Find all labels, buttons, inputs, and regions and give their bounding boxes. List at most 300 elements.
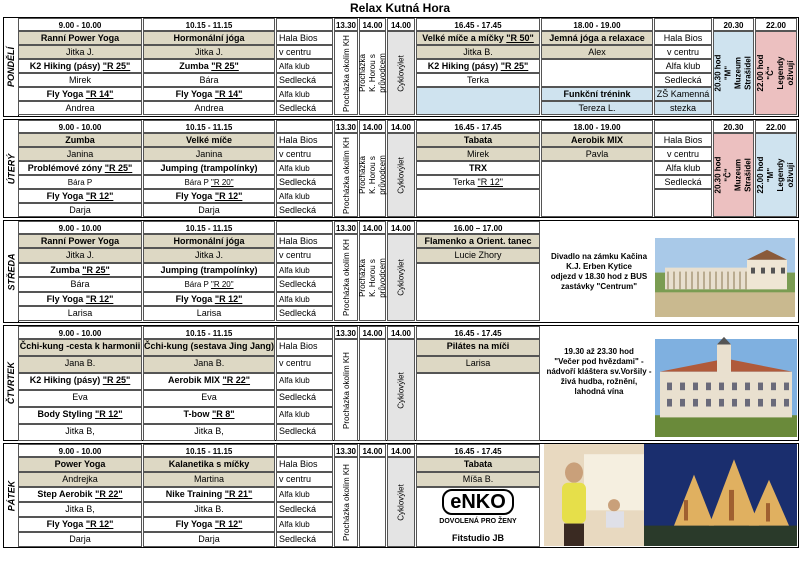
cell-line — [19, 264, 141, 277]
logo-subtitle: DOVOLENÁ PRO ŽENY — [439, 518, 517, 525]
header-text: 14.00 — [362, 224, 383, 233]
venue-location: Sedlecká — [279, 103, 317, 113]
room-code: "R 12" — [214, 519, 243, 529]
class-f1-instructor — [416, 147, 540, 161]
empty-cell — [416, 373, 540, 441]
cell-line — [144, 249, 274, 262]
instructor — [18, 306, 142, 321]
class-title: Tabata — [463, 459, 493, 469]
cell-line — [417, 60, 539, 73]
class-title: Fly Yoga — [175, 89, 215, 99]
header-text: 16.45 - 17.45 — [454, 329, 502, 338]
venue-location: Sedlecká — [279, 177, 317, 187]
venue — [276, 59, 333, 73]
promo-line: nádvoří kláštera sv.Voršily - — [546, 367, 652, 376]
instructor — [18, 101, 142, 115]
cell-line — [144, 134, 274, 147]
class-name — [143, 487, 275, 502]
cell-line — [417, 148, 539, 161]
class-name — [143, 59, 275, 73]
venue — [276, 87, 333, 101]
instructor-name: Bára P — [184, 178, 211, 187]
venue-sub — [276, 277, 333, 292]
cell-line — [19, 391, 141, 404]
promo-line: lahodná vína — [574, 387, 624, 396]
class-name — [18, 161, 142, 175]
room-code: "R 25" — [211, 61, 239, 71]
instructor-name: Tereza L. — [578, 103, 616, 113]
class-name — [143, 407, 275, 424]
instructor — [143, 306, 275, 321]
night-tour-museum — [713, 31, 754, 115]
class-f1-instructor — [416, 248, 540, 263]
cell-line — [144, 533, 274, 546]
class-name — [143, 517, 275, 532]
venue-location: stezka — [669, 103, 696, 113]
cell-line — [144, 518, 274, 531]
instructor — [143, 502, 275, 517]
class-title: Aerobik MIX — [167, 375, 223, 385]
class-name — [18, 292, 142, 306]
cell-line — [19, 307, 141, 320]
venue — [654, 133, 712, 147]
day-name: PÁTEK — [6, 480, 17, 511]
header-text: 20.30 — [723, 21, 744, 30]
header-text: 10.15 - 11.15 — [185, 224, 233, 233]
header-time — [143, 444, 275, 457]
empty-cell — [654, 189, 712, 217]
cell-line — [144, 60, 274, 73]
header-empty — [276, 221, 333, 234]
header-time — [18, 444, 142, 457]
instructor — [18, 203, 142, 217]
cell-line — [144, 235, 274, 248]
cell-line — [19, 235, 141, 248]
cell-line — [19, 503, 141, 516]
venue — [276, 457, 333, 472]
bike-trip-text: Cyklovýlet — [396, 54, 406, 92]
instructor — [143, 101, 275, 115]
class-title: Power Yoga — [54, 459, 106, 469]
venue-sub — [276, 472, 333, 487]
header-time — [416, 221, 540, 234]
cell-line — [144, 391, 274, 404]
instructor-name: Terka — [453, 177, 478, 187]
venue-name: Hala Bios — [663, 135, 703, 145]
header-text: 13.30 — [335, 447, 357, 456]
cell-line — [417, 357, 539, 370]
cell-line — [19, 102, 141, 115]
header-text: 22.00 — [765, 21, 787, 30]
instructor — [18, 175, 142, 189]
cell-line — [19, 134, 141, 147]
class-title: Zumba — [65, 135, 95, 145]
venue-sub — [276, 203, 333, 217]
class-name — [18, 373, 142, 390]
instructor — [143, 248, 275, 263]
header-time — [18, 120, 142, 133]
venue-name: Hala Bios — [279, 341, 318, 351]
promo-line: "Večer pod hvězdami" - — [554, 357, 644, 366]
guided-walk — [359, 31, 386, 115]
promo-line: zastávky "Centrum" — [560, 282, 638, 291]
header-time — [334, 18, 358, 31]
venue-location: Sedlecká — [279, 426, 317, 436]
header-text: 14.00 — [390, 123, 412, 132]
class-f1-instructor — [416, 356, 540, 373]
class-title: Problémové zóny — [27, 163, 105, 173]
page-title: Relax Kutná Hora — [349, 1, 451, 15]
header-time — [416, 120, 540, 133]
venue — [276, 161, 333, 175]
yoga-photo — [544, 444, 797, 546]
cell-line — [144, 88, 274, 101]
cell-line — [19, 162, 141, 175]
room-code: "R 14" — [85, 89, 114, 99]
night-tour-museum-text: 20.30 hod "M" Muzeum Strašidel — [713, 54, 753, 92]
header-time — [387, 18, 415, 31]
class-title: Velké míče a míčky — [422, 33, 507, 43]
day-label — [4, 444, 19, 547]
instructor-name: Darja — [69, 205, 91, 215]
walk-around — [334, 133, 358, 217]
instructor-name: Darja — [198, 205, 220, 215]
class-g1-instructor — [541, 147, 653, 161]
class-name — [143, 31, 275, 45]
venue-sub — [654, 73, 712, 87]
venue-sub — [276, 424, 333, 441]
class-title: Hormonální jóga — [173, 236, 245, 246]
instructor — [143, 73, 275, 87]
bike-trip — [387, 339, 415, 441]
class-title: Fly Yoga — [175, 294, 215, 304]
bike-trip-text: Cyklovýlet — [396, 371, 406, 409]
class-title: Čchi-kung -cesta k harmonii — [19, 341, 141, 351]
venue-location: Sedlecká — [279, 392, 317, 402]
venue-name: Hala Bios — [663, 33, 703, 43]
venue — [276, 373, 333, 390]
venue-sub — [276, 45, 333, 59]
class-title: K2 Hiking (pásy) — [29, 61, 103, 71]
room-code: "R 22" — [95, 489, 123, 499]
instructor-name: Martina — [193, 474, 224, 484]
header-empty — [654, 120, 712, 133]
instructor-name: Bára — [199, 75, 219, 85]
header-text: 22.00 — [765, 123, 787, 132]
header-time — [359, 120, 386, 133]
walk-around — [334, 234, 358, 321]
venue-location: Sedlecká — [279, 308, 317, 318]
class-title: Fly Yoga — [46, 519, 86, 529]
class-title: Body Styling — [37, 409, 95, 419]
instructor-name: Alex — [588, 47, 606, 57]
class-title: Zumba — [50, 265, 83, 275]
class-g1 — [541, 31, 653, 45]
header-text: 16.45 - 17.45 — [454, 123, 502, 132]
class-title: TRX — [469, 163, 487, 173]
cell-line — [144, 458, 274, 471]
header-time — [713, 18, 754, 31]
venue-sub — [276, 306, 333, 321]
class-f1 — [416, 234, 540, 248]
cell-line — [417, 235, 539, 248]
header-time — [143, 221, 275, 234]
header-time — [416, 444, 540, 457]
cell-line — [19, 176, 141, 189]
room-code: "R 12" — [94, 409, 123, 419]
header-empty — [276, 120, 333, 133]
header-text: 13.30 — [335, 123, 357, 132]
venue-location: v centru — [279, 250, 312, 260]
class-g1 — [541, 133, 653, 147]
cell-line — [19, 278, 141, 291]
venue-location: v centru — [279, 474, 312, 484]
instructor — [18, 147, 142, 161]
class-name — [18, 457, 142, 472]
room-code: "R 14" — [214, 89, 243, 99]
instructor — [143, 472, 275, 487]
cell-line — [144, 307, 274, 320]
cell-line — [144, 374, 274, 387]
header-text: 20.30 — [723, 123, 744, 132]
class-f1 — [416, 133, 540, 147]
header-text: 14.00 — [362, 447, 383, 456]
venue-name: Hala Bios — [279, 236, 318, 246]
header-text: 14.00 — [390, 329, 412, 338]
class-name — [18, 31, 142, 45]
class-name — [143, 339, 275, 356]
cell-line — [417, 46, 539, 59]
venue-location: v centru — [279, 358, 312, 368]
instructor-name: Mirek — [69, 75, 91, 85]
class-name — [143, 292, 275, 306]
header-text: 16.00 – 17.00 — [453, 224, 503, 233]
venue-sub — [276, 101, 333, 115]
class-title: Fly Yoga — [46, 294, 86, 304]
night-tour-museum-text: 20.30 hod "Č" Muzeum Strašidel — [713, 156, 753, 194]
bike-trip — [387, 133, 415, 217]
walk-around — [334, 31, 358, 115]
venue-location: Sedlecká — [279, 75, 317, 85]
header-text: 14.00 — [390, 224, 412, 233]
header-time — [416, 326, 540, 339]
cell-line — [19, 458, 141, 471]
class-title: K2 Hiking (pásy) — [29, 375, 103, 385]
cell-line — [19, 249, 141, 262]
instructor-name: Eva — [201, 392, 217, 402]
venue-name: Alfa klub — [279, 410, 310, 419]
venue — [654, 31, 712, 45]
promo-line: 19.30 až 23.30 hod — [564, 347, 634, 356]
class-title: Funkční trénink — [563, 89, 631, 99]
cell-line — [144, 176, 274, 189]
header-time — [387, 326, 415, 339]
class-name — [18, 234, 142, 248]
venue-name: ZŠ Kamenná — [656, 89, 710, 99]
class-name — [143, 457, 275, 472]
venue-location: v centru — [666, 47, 699, 57]
room-code: "R 25" — [102, 375, 131, 385]
fitstudio-name: Fitstudio JB — [452, 533, 504, 543]
header-time — [713, 120, 754, 133]
class-title: Jemná jóga a relaxace — [549, 33, 645, 43]
class-title: Tabata — [463, 135, 493, 145]
class-name — [143, 133, 275, 147]
header-text: 16.45 - 17.45 — [454, 21, 502, 30]
class-name — [18, 59, 142, 73]
venue — [276, 292, 333, 306]
venue-location: Sedlecká — [279, 534, 317, 544]
instructor — [18, 424, 142, 441]
room-code: "R 25" — [104, 163, 133, 173]
instructor — [143, 175, 275, 189]
cell-line — [144, 473, 274, 486]
class-title: Flamenko a Orient. tanec — [424, 236, 532, 246]
bike-trip-text: Cyklovýlet — [396, 156, 406, 194]
cell-line — [144, 293, 274, 306]
promo-line: Divadlo na zámku Kačina — [550, 252, 648, 261]
header-text: 14.00 — [390, 447, 412, 456]
instructor — [18, 390, 142, 407]
header-time — [387, 221, 415, 234]
day-name: ČTVRTEK — [6, 361, 16, 405]
walk-around-text: Procházka okolím KH — [341, 463, 351, 541]
cell-line — [144, 425, 274, 438]
event-promo — [545, 252, 653, 292]
instructor-name: Jana B. — [64, 358, 96, 368]
guided-walk-text: Procházka K. Horou s průvodcem — [357, 155, 387, 195]
instructor-name: Larisa — [196, 308, 222, 318]
instructor — [18, 472, 142, 487]
room-code: "R 25" — [500, 61, 529, 71]
empty-cell — [416, 189, 540, 217]
venue-name: Alfa klub — [665, 61, 701, 71]
instructor — [18, 45, 142, 59]
walk-around — [334, 457, 358, 547]
venue-name: Alfa klub — [279, 520, 310, 529]
cell-line — [19, 293, 141, 306]
bike-trip-text: Cyklovýlet — [396, 483, 406, 521]
class-title: Jumping (trampolínky) — [160, 265, 258, 275]
class-title: T-bow — [183, 409, 212, 419]
venue-sub — [276, 502, 333, 517]
class-f2 — [416, 59, 540, 73]
instructor — [18, 73, 142, 87]
header-text: 13.30 — [335, 329, 357, 338]
cell-line — [417, 74, 539, 87]
room-code: "R 25" — [102, 61, 131, 71]
bike-trip — [387, 457, 415, 547]
night-tour-legends-text: 22.00 hod "Č" Legendy oživují — [756, 54, 795, 92]
header-time — [359, 444, 386, 457]
header-empty — [654, 18, 712, 31]
header-time — [359, 18, 386, 31]
day-name: PONDĚLÍ — [6, 46, 17, 88]
header-text: 10.15 - 11.15 — [185, 21, 233, 30]
bike-trip — [387, 31, 415, 115]
empty-cell — [416, 87, 540, 115]
cell-line — [19, 518, 141, 531]
instructor — [18, 277, 142, 292]
empty-cell — [416, 263, 540, 321]
cell-line — [19, 148, 141, 161]
castle-photo — [655, 238, 795, 317]
instructor-name: Jitka B, — [65, 504, 95, 514]
venue-location: Sedlecká — [279, 279, 317, 289]
class-title: Čchi-kung (sestava Jing Jang) — [144, 341, 275, 351]
instructor-name: Andrea — [65, 103, 95, 113]
instructor-name: Andrea — [194, 103, 224, 113]
instructor-name: Janina — [66, 149, 94, 159]
cell-line — [542, 88, 652, 101]
cell-line — [144, 190, 274, 203]
venue-location: Sedlecká — [279, 504, 317, 514]
venue — [276, 189, 333, 203]
instructor-name: Larisa — [465, 358, 491, 368]
venue — [654, 161, 712, 175]
header-text: 14.00 — [362, 123, 383, 132]
venue-sub — [654, 101, 712, 115]
class-name — [18, 87, 142, 101]
instructor-name: Eva — [72, 392, 88, 402]
header-time — [334, 444, 358, 457]
cell-line — [417, 473, 539, 486]
cell-line — [542, 148, 652, 161]
venue-name: Hala Bios — [279, 33, 318, 43]
venue — [654, 59, 712, 73]
room-code: "R 12" — [214, 294, 243, 304]
cell-line — [19, 488, 141, 501]
class-g3 — [541, 87, 653, 101]
venue-sub — [276, 73, 333, 87]
venue-sub — [276, 175, 333, 189]
venue — [276, 263, 333, 277]
cell-line — [542, 102, 652, 115]
event-promo — [543, 347, 655, 397]
class-name — [18, 133, 142, 147]
class-f1 — [416, 339, 540, 356]
venue-name: Alfa klub — [279, 295, 310, 304]
venue-sub — [276, 356, 333, 373]
room-code: "R 12" — [85, 519, 114, 529]
cell-line — [417, 458, 539, 471]
walk-around-text: Procházka okolím KH — [341, 351, 351, 429]
night-tour-legends — [755, 133, 797, 217]
cell-line — [19, 340, 141, 353]
class-name — [143, 234, 275, 248]
class-title: Ranní Power Yoga — [40, 236, 120, 246]
class-f2-instructor — [416, 175, 540, 189]
cell-line — [144, 46, 274, 59]
header-text: 13.30 — [335, 224, 357, 233]
room-code: "R 12" — [214, 191, 243, 201]
bike-trip — [387, 234, 415, 321]
night-tour-legends-text: 22.00 hod "M" Legendy oživují — [756, 156, 795, 194]
venue-name: Hala Bios — [279, 135, 318, 145]
room-code: "R 12" — [85, 191, 114, 201]
cell-line — [19, 88, 141, 101]
walk-around — [334, 339, 358, 441]
header-text: 10.15 - 11.15 — [185, 329, 233, 338]
header-time — [143, 18, 275, 31]
empty-cell — [359, 339, 386, 441]
instructor-name: Jitka B, — [65, 426, 95, 436]
cell-line — [542, 32, 652, 45]
walk-around-text: Procházka okolím KH — [341, 136, 351, 214]
instructor-name: Bára P — [184, 280, 211, 289]
empty-cell — [359, 457, 386, 547]
venue-name: Alfa klub — [279, 376, 310, 385]
